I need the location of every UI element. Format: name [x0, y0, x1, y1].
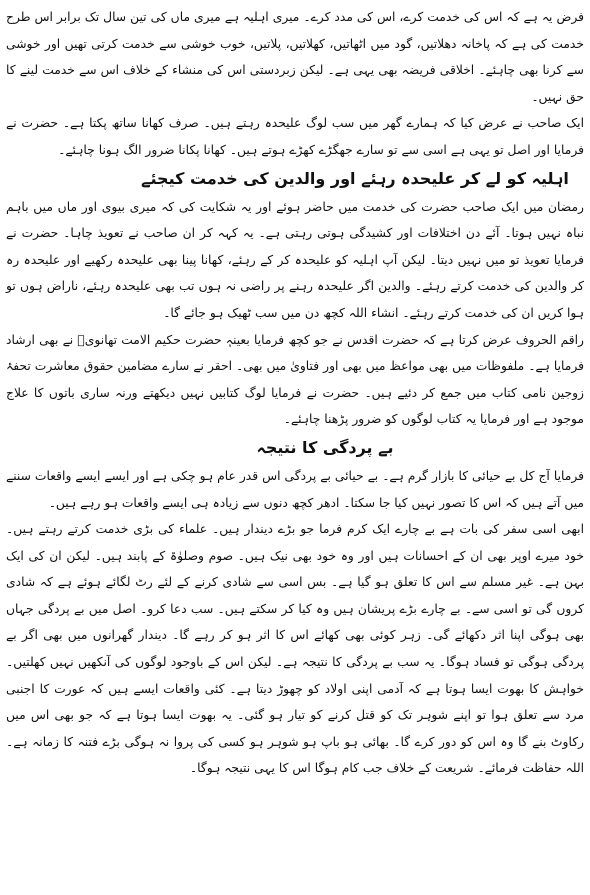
paragraph-ramadan-complaint: رمضان میں ایک صاحب حضرت کی خدمت میں حاضر ہوئے اور یہ شکایت کی کہ میری بیوی اور ماں میں باہم نباہ نہیں ہوتا۔ آئے دن اختلافات اور کشیدگی ہوتی رہتی ہے۔ یہ کہہ کر ان صاحب نے تعویذ چاہا۔ حضرت نے فرمایا تعویذ تو میں نہیں دیتا۔ لیکن آپ اہلیہ کو علیحدہ کر کے رہئے، کھانا پینا بھی علیحدہ رکھیے اور علیحدہ رہ کر والدین کی خدمت کرتے رہئے۔ والدین اگر علیحدہ رہنے پر راضی نہ ہوں تب بھی علیحدہ رہئے، ناراض ہوں تو ہوا کریں ان کی خدمت کرتے رہئے۔ انشاء اللہ کچھ دن میں سب ٹھیک ہو جائے گا۔ [6, 199, 584, 320]
document-page [6, 4, 584, 782]
paragraph-service-obligation: فرض یہ ہے کہ اس کی خدمت کرے، اس کی مدد کرے۔ میری اہلیہ ہے میری ماں کی تین سال تک برابر اس طرح خدمت کی ہے کہ پاخانہ دھلاتیں، گود میں اٹھاتیں، کھلاتیں، پلاتیں، خوب خوشی سے خدمت کرتی تھیں اور خوشی سے کرنا بھی چاہئے۔ اخلاقی فریضہ بھی یہی ہے۔ لیکن زبردستی اس کی منشاء کے خلاف اس سے خدمت لینے کا حق نہیں۔ [6, 10, 584, 104]
paragraph-separate-household: ایک صاحب نے عرض کیا کہ ہمارے گھر میں سب لوگ علیحدہ رہتے ہیں۔ صرف کھانا ساتھ پکتا ہے۔ حضرت نے فرمایا اور اصل تو یہی ہے اسی سے تو سارے جھگڑے کھڑے ہوتے ہیں۔ کھانا پکانا ضرور الگ ہونا چاہئے۔ [6, 116, 584, 157]
paragraph-travel-incident: ابھی اسی سفر کی بات ہے بے چارے ایک کرم فرما جو بڑے دیندار ہیں۔ علماء کی بڑی خدمت کرتے رہتے ہیں۔ خود میرے اوپر بھی ان کے احسانات ہیں اور وہ خود بھی نیک ہیں۔ صوم وصلوٰۃ کے پابند ہیں۔ لیکن ان کی ایک بہن ہے۔ غیر مسلم سے اس کا تعلق ہو گیا ہے۔ بس اسی سے شادی کرنے کے لئے رٹ لگائے ہوئے ہے کہ شادی کروں گی تو اسی سے۔ بے چارے بڑے پریشان ہیں وہ کیا کر سکتے ہیں۔ سب دعا کرو۔ اصل میں بے پردگی جہاں بھی ہوگی اپنا اثر دکھائے گی۔ زہر کوئی بھی کھائے اس کا اثر ہو کر رہے گا۔ دیندار گھرانوں میں بھی اگر بے پردگی ہوگی تو فساد ہوگا۔ یہ سب بے پردگی کا نتیجہ ہے۔ لیکن اس کے باوجود لوگوں کی آنکھیں نہیں کھلتیں۔ خواہش کا بھوت ایسا ہوتا ہے کہ آدمی اپنی اولاد کو چھوڑ دیتا ہے۔ کئی واقعات ایسے ہیں کہ عورت کا اجنبی مرد سے تعلق ہوا تو اپنے شوہر تک کو قتل کرنے کو تیار ہو گئی۔ یہ بھوت ایسا ہوتا ہے کہ جو بھی اس میں رکاوٹ بنے گا وہ اس کو دور کرے گا۔ بھائی ہو باپ ہو شوہر ہو کسی کی پروا نہ ہوگی بڑے فتنہ کا زمانہ ہے۔ اللہ حفاظت فرمائے۔ شریعت کے خلاف جب کام ہوگا اس کا یہی نتیجہ ہوگا۔ [6, 522, 584, 776]
paragraph-immodesty: فرمایا آج کل بے حیائی کا بازار گرم ہے۔ بے حیائی بے پردگی اس قدر عام ہو چکی ہے اور ایسے ایسے واقعات سننے میں آتے ہیں کہ اس کا تصور نہیں کیا جا سکتا۔ ادھر کچھ دنوں سے زیادہ ہی ایسے واقعات ہو رہے ہیں۔ [6, 468, 584, 510]
paragraph-author-note: راقم الحروف عرض کرتا ہے کہ حضرت اقدس نے جو کچھ فرمایا بعینہٖ حضرت حکیم الامت تھانویؒ نے بھی ارشاد فرمایا ہے۔ ملفوظات میں بھی مواعظ میں بھی اور فتاویٰ میں بھی۔ احقر نے سارے مضامین حقوق معاشرت تحفۂ زوجین نامی کتاب میں جمع کر دئیے ہیں۔ حضرت نے فرمایا لوگ کتابیں نہیں دیکھتے ورنہ ساری باتوں کا علاج موجود ہے اور فرمایا یہ کتاب لوگوں کو ضرور پڑھنا چاہئے۔ [6, 332, 584, 427]
section-heading-consequence: بے پردگی کا نتیجہ [256, 437, 394, 457]
section-heading-separate-living: اہلیہ کو لے کر علیحدہ رہئے اور والدین کی خدمت کیجئے [141, 168, 569, 188]
